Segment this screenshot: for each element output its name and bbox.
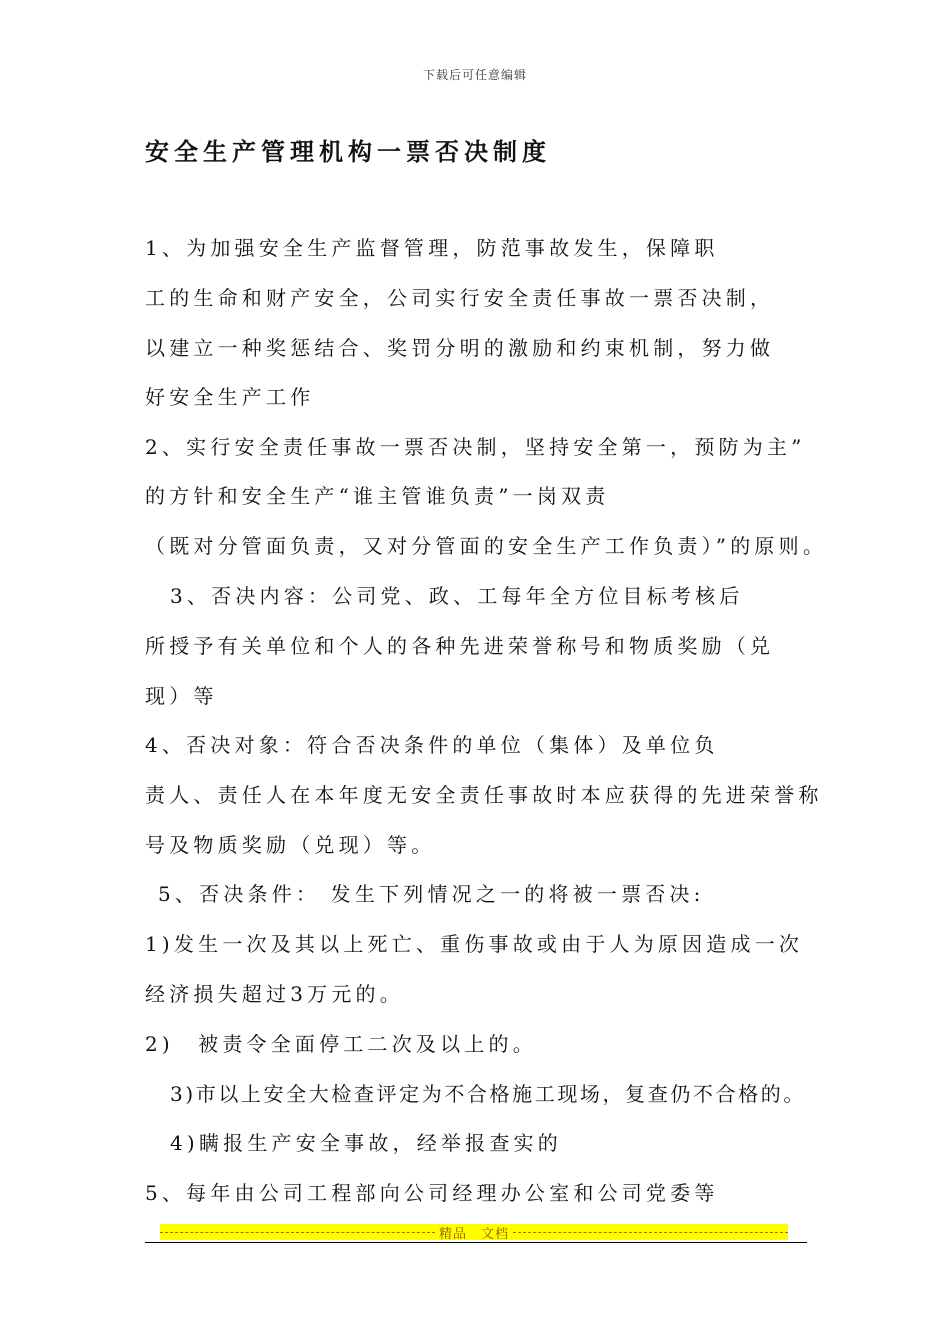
body-line: 4)瞒报生产安全事故，经举报查实的 xyxy=(170,1131,562,1155)
body-line: 号及物质奖励（兑现）等。 xyxy=(145,833,436,857)
body-line: 2) 被责令全面停工二次及以上的。 xyxy=(145,1032,537,1056)
footer-dash-left xyxy=(160,1232,435,1233)
body-line: （既对分管面负责，又对分管面的安全生产工作负责）”的原则。 xyxy=(145,534,828,558)
body-line: 以建立一种奖惩结合、奖罚分明的激励和约束机制，努力做 xyxy=(145,336,775,360)
body-line: 1)发生一次及其以上死亡、重伤事故或由于人为原因造成一次 xyxy=(145,932,804,956)
body-line: 现）等 xyxy=(145,684,218,708)
body-line: 5、每年由公司工程部向公司经理办公室和公司党委等 xyxy=(145,1181,719,1205)
body-line: 好安全生产工作 xyxy=(145,385,315,409)
body-line: 经济损失超过3万元的。 xyxy=(145,982,404,1006)
body-line: 3、否决内容：公司党、政、工每年全方位目标考核后 xyxy=(170,584,744,608)
body-line: 的方针和安全生产“谁主管谁负责”一岗双责 xyxy=(145,484,610,508)
header-note: 下载后可任意编辑 xyxy=(422,68,527,82)
footer-rule xyxy=(145,1242,807,1243)
document-title: 安全生产管理机构一票否决制度 xyxy=(145,137,551,166)
body-line: 5、否决条件： 发生下列情况之一的将被一票否决: xyxy=(158,882,705,906)
body-line: 3)市以上安全大检查评定为不合格施工现场，复查仍不合格的。 xyxy=(170,1082,806,1106)
body-line: 4、否决对象：符合否决条件的单位（集体）及单位负 xyxy=(145,733,719,757)
body-line: 2、实行安全责任事故一票否决制，坚持安全第一，预防为主” xyxy=(145,435,806,459)
body-line: 责人、责任人在本年度无安全责任事故时本应获得的先进荣誉称 xyxy=(145,783,823,807)
body-line: 工的生命和财产安全，公司实行安全责任事故一票否决制， xyxy=(145,286,775,310)
body-line: 1、为加强安全生产监督管理，防范事故发生，保障职 xyxy=(145,236,719,260)
footer-banner-text: 精品 文档 xyxy=(439,1226,510,1240)
body-line: 所授予有关单位和个人的各种先进荣誉称号和物质奖励（兑 xyxy=(145,634,775,658)
footer-banner xyxy=(160,1224,788,1240)
footer-dash-right xyxy=(513,1232,788,1233)
